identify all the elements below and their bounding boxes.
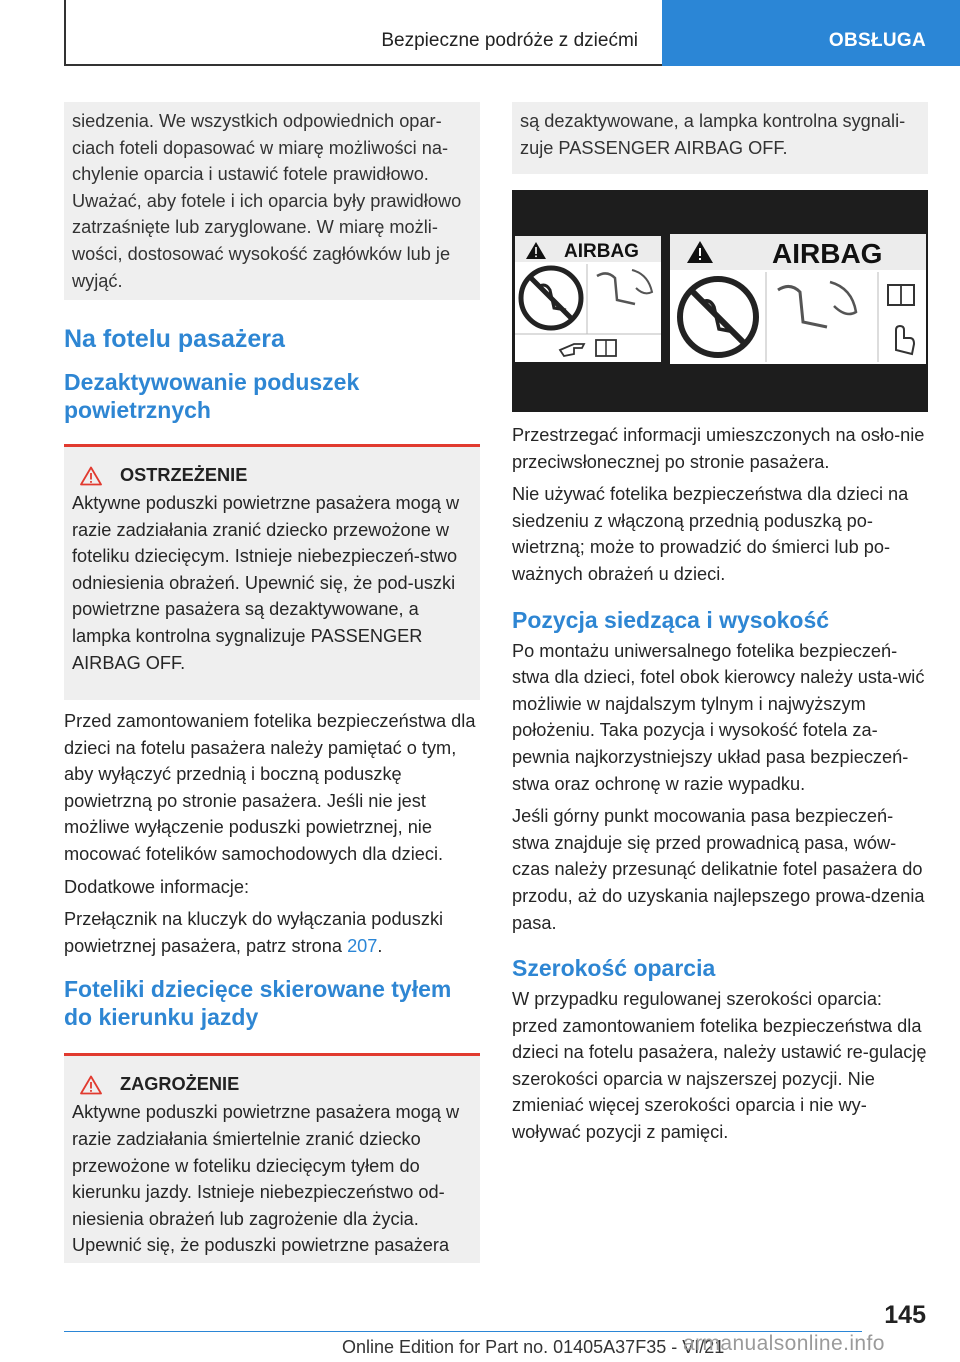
continued-note-text: są dezaktywowane, a lampka kontrolna sygnali-zuje PASSENGER AIRBAG OFF. — [520, 111, 906, 158]
warning-text-1: Aktywne poduszki powietrzne pasażera mogą w razie zadziałania zranić dziecko przewożone w foteliku dziecięcym. Istnieje niebezpieczeń-stwo odniesienia obrażeń. Upewnić się, że pod-uszki powietrzne pasażera są dezaktywowane, a lampka kontrolna sygnalizuje PASSENGER AIRBAG OFF. — [72, 493, 460, 673]
warning-title-1: OSTRZEŻENIE — [120, 465, 248, 485]
chapter-tab-label: OBSŁUGA — [828, 30, 926, 51]
key-switch-period: . — [377, 935, 383, 956]
right-column — [512, 102, 928, 1146]
intro-note-text: siedzenia. We wszystkich odpowiednich opar-ciach foteli dopasować w miarę możliwości na-chylenie oparcia i ustawić fotele prawidłowo. Uważać, aby fotele i ich oparcia były prawidłowo zatrzaśnięte lub zaryglowane. W miarę możli-wości, dostosować wysokość zagłówków lub je wyjąć. — [72, 111, 462, 291]
warning-header-1 — [72, 465, 472, 486]
heading-airbag-deactivation: Dezaktywowanie poduszek powietrznych — [64, 369, 360, 423]
page-reference-link[interactable]: 207 — [347, 935, 378, 956]
chapter-tab — [662, 0, 960, 66]
paragraph-do-not-use: Nie używać fotelika bezpieczeństwa dla dzieci na siedzeniu z włączoną przednią poduszką po-wietrzną; może to prowadzić do śmierci lub po-ważnych obrażeń u dzieci. — [512, 484, 909, 584]
paragraph-sun-visor-info: Przestrzegać informacji umieszczonych na osło-nie przeciwsłonecznej po stronie pasażera. — [512, 425, 925, 472]
warning-text-2: Aktywne poduszki powietrzne pasażera mogą w razie zadziałania śmiertelnie zranić dziecko przewożone w foteliku dziecięcym tyłem do kierunku jazdy. Istnieje niebezpieczeństwo od-niesienia obrażeń lub zagrożenie dla życia. Upewnić się, że poduszki powietrzne pasażera — [72, 1102, 460, 1256]
airbag-label-image — [512, 190, 928, 412]
watermark-text: armanualsonline.info — [683, 1332, 885, 1355]
intro-note-box — [64, 102, 480, 300]
header-bottom-rule — [64, 64, 662, 66]
continued-note-box — [512, 102, 928, 174]
paragraph-seating-position: Po montażu uniwersalnego fotelika bezpieczeń-stwa dla dzieci, fotel obok kierowcy należy usta-wić możliwie w najdalszym tylnym i najwyższym położeniu. Taka pozycja i wysokość fotela za-pewnia najkorzystniejszy układ pasa bezpieczeń-stwa oraz ochronę w razie wypadku. — [512, 640, 925, 794]
paragraph-key-switch — [64, 906, 480, 959]
heading-backrest-width: Szerokość oparcia — [512, 955, 716, 982]
warning-box-2 — [64, 1053, 480, 1263]
heading-seating-position: Pozycja siedząca i wysokość — [512, 606, 830, 633]
warning-header-2 — [72, 1074, 472, 1095]
airbag-label-small-text: AIRBAG — [564, 241, 639, 262]
warning-triangle-icon — [80, 1075, 102, 1095]
header-left-rule — [64, 0, 66, 66]
warning-title-2: ZAGROŻENIE — [120, 1074, 240, 1095]
section-title: Bezpieczne podróże z dziećmi — [381, 30, 638, 51]
heading-passenger-seat: Na fotelu pasażera — [64, 325, 285, 353]
airbag-warning-labels-illustration — [512, 190, 928, 412]
key-switch-text: Przełącznik na kluczyk do wyłączania poduszki powietrznej pasażera, patrz strona — [64, 909, 444, 956]
edition-text: Online Edition for Part no. 01405A37F35 - VI/21 — [342, 1337, 725, 1357]
airbag-label-large-text: AIRBAG — [772, 238, 883, 269]
paragraph-additional-info: Dodatkowe informacje: — [64, 876, 249, 897]
warning-box-1 — [64, 444, 480, 700]
left-column — [64, 102, 480, 1263]
airbag-label-small — [515, 236, 661, 362]
paragraph-belt-anchor: Jeśli górny punkt mocowania pasa bezpieczeń-stwa znajduje się przed prowadnicą pasa, wów-czas należy przesunąć delikatnie fotel pasażera do przodu, aż do uzyskania najlepszego prowa-dzenia pasa. — [512, 806, 925, 933]
paragraph-backrest-width: W przypadku regulowanej szerokości oparcia: przed zamontowaniem fotelika bezpieczeństwa dla dzieci na fotelu pasażera, należy ustawić re-gulację szerokości oparcia w najszerszej pozycji. Nie zmieniać więcej szerokości oparcia i nie wy-woływać pozycji z pamięci. — [512, 989, 927, 1143]
airbag-label-large — [670, 234, 926, 364]
heading-rear-facing-seats: Foteliki dziecięce skierowane tyłem do kierunku jazdy — [64, 976, 452, 1031]
page-number: 145 — [884, 1301, 926, 1329]
warning-triangle-icon — [80, 466, 102, 486]
paragraph-before-mounting: Przed zamontowaniem fotelika bezpieczeństwa dla dzieci na fotelu pasażera należy pamiętać o tym, aby wyłączyć przednią i boczną poduszkę powietrzną po stronie pasażera. Jeśli nie jest możliwe wyłączenie poduszki powietrznej, nie mocować fotelików samochodowych dla dzieci. — [64, 711, 476, 864]
page-header — [0, 0, 960, 66]
